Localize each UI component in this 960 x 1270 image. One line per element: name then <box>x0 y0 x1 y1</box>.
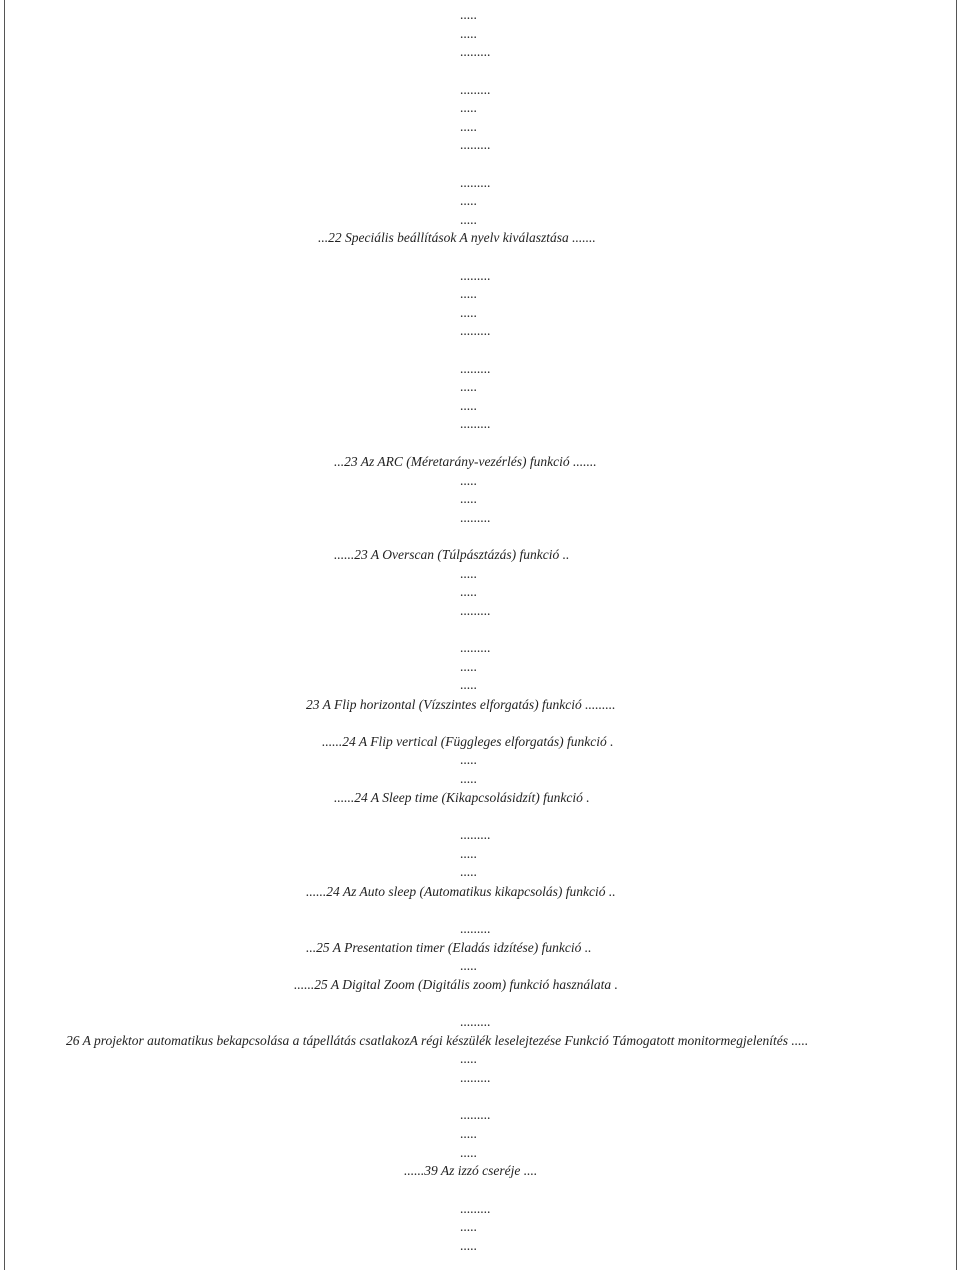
toc-leader: ......... <box>460 82 491 97</box>
toc-leader: ......... <box>460 510 491 525</box>
toc-leader: ......... <box>460 603 491 618</box>
toc-leader: ..... <box>460 379 477 394</box>
toc-leader: ..... <box>460 771 477 786</box>
toc-leader: ..... <box>460 7 477 22</box>
toc-leader: ......... <box>460 1070 491 1085</box>
toc-entry-auto-sleep[interactable]: ......24 Az Auto sleep (Automatikus kikapcsolás) funkció .. <box>306 884 616 899</box>
toc-entry-digital-zoom[interactable]: ......25 A Digital Zoom (Digitális zoom) funkció használata . <box>294 977 618 992</box>
toc-leader: ..... <box>460 1238 477 1253</box>
toc-leader: ..... <box>460 1051 477 1066</box>
toc-leader: ..... <box>460 584 477 599</box>
toc-leader: ......... <box>460 44 491 59</box>
toc-leader: ..... <box>460 398 477 413</box>
toc-leader: ......... <box>460 640 491 655</box>
toc-leader: ..... <box>460 864 477 879</box>
toc-leader: ..... <box>460 119 477 134</box>
toc-entry-sleep-time[interactable]: ......24 A Sleep time (Kikapcsolásidzít) funkció . <box>334 790 590 805</box>
toc-entry-language[interactable]: ...22 Speciális beállítások A nyelv kiválasztása ....... <box>318 230 596 245</box>
toc-leader: ..... <box>460 100 477 115</box>
toc-leader: ......... <box>460 416 491 431</box>
toc-leader: ..... <box>460 1219 477 1234</box>
toc-entry-presentation-timer[interactable]: ...25 A Presentation timer (Eladás idzítése) funkció .. <box>306 940 592 955</box>
toc-leader: ......... <box>460 175 491 190</box>
toc-leader: ..... <box>460 305 477 320</box>
toc-leader: ......... <box>460 1014 491 1029</box>
toc-leader: ..... <box>460 491 477 506</box>
toc-leader: ..... <box>460 846 477 861</box>
toc-entry-overscan[interactable]: ......23 A Overscan (Túlpásztázás) funkció .. <box>334 547 570 562</box>
toc-leader: ..... <box>460 193 477 208</box>
toc-entry-lamp-replacement[interactable]: ......39 Az izzó cseréje .... <box>404 1163 538 1178</box>
toc-leader: ..... <box>460 286 477 301</box>
toc-leader: ..... <box>460 566 477 581</box>
toc-leader: ..... <box>460 659 477 674</box>
toc-leader: ..... <box>460 212 477 227</box>
toc-leader: ......... <box>460 1201 491 1216</box>
toc-leader: ..... <box>460 26 477 41</box>
toc-leader: ......... <box>460 323 491 338</box>
toc-leader: ..... <box>460 677 477 692</box>
toc-leader: ......... <box>460 921 491 936</box>
toc-entry-flip-vertical[interactable]: ......24 A Flip vertical (Függleges elforgatás) funkció . <box>322 734 614 749</box>
toc-leader: ..... <box>460 473 477 488</box>
toc-leader: ......... <box>460 1107 491 1122</box>
toc-leader: ..... <box>460 958 477 973</box>
toc-leader: ......... <box>460 827 491 842</box>
toc-leader: ..... <box>460 1145 477 1160</box>
toc-entry-arc[interactable]: ...23 Az ARC (Méretarány-vezérlés) funkció ....... <box>334 454 597 469</box>
toc-leader: ..... <box>460 752 477 767</box>
toc-leader: ......... <box>460 361 491 376</box>
page-border-right <box>956 0 957 1270</box>
toc-entry-auto-power-on[interactable]: 26 A projektor automatikus bekapcsolása a tápellátás csatlakozA régi készülék leselejtezése Funkció Támogatott monitormegjelenítés ..... <box>66 1033 809 1048</box>
toc-leader: ..... <box>460 1126 477 1141</box>
toc-entry-flip-horizontal[interactable]: 23 A Flip horizontal (Vízszintes elforgatás) funkció ......... <box>306 697 616 712</box>
page-border-left <box>4 0 5 1270</box>
toc-leader: ......... <box>460 268 491 283</box>
toc-leader: ......... <box>460 137 491 152</box>
